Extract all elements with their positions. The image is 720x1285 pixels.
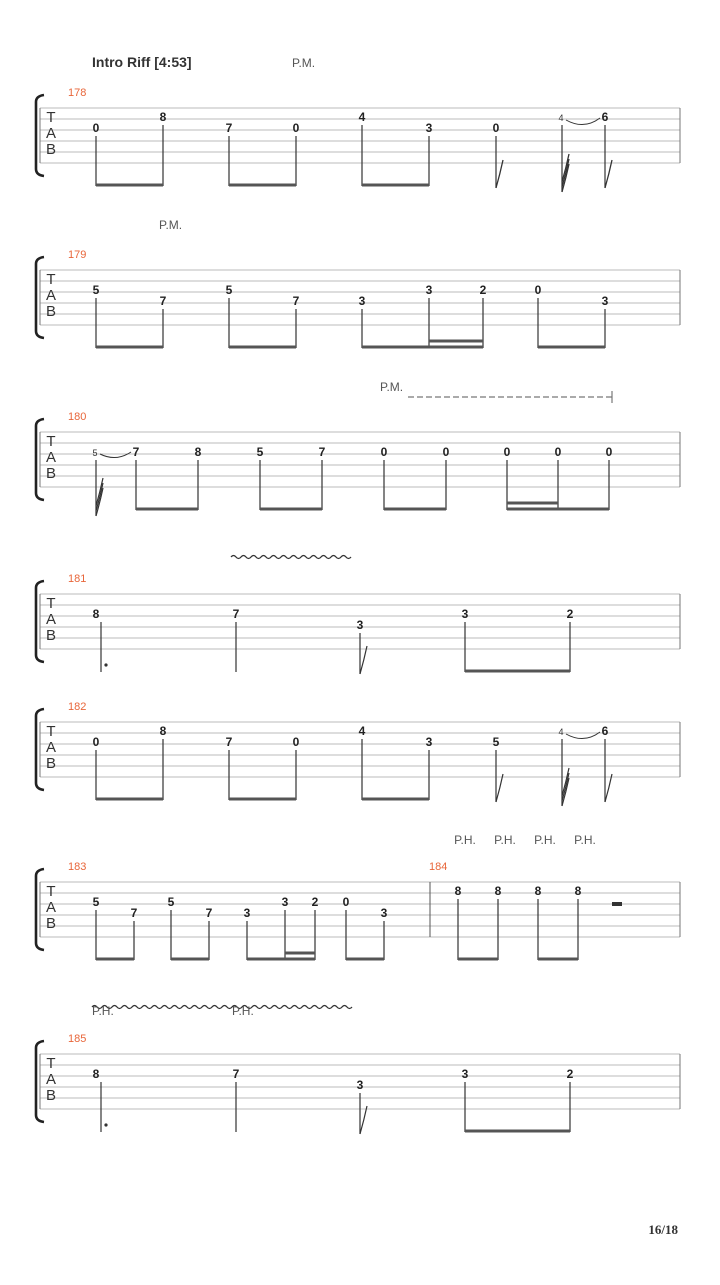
fret-number: 5 — [92, 283, 100, 297]
fret-number: 8 — [454, 884, 462, 898]
fret-number: 7 — [205, 906, 213, 920]
fret-number: 2 — [311, 895, 319, 909]
tab-system — [36, 556, 680, 675]
tab-clef-letter: A — [45, 1071, 57, 1088]
tab-clef-letter: A — [45, 899, 57, 916]
tab-clef-letter: B — [45, 465, 57, 482]
pinch-harmonic-annotation: P.H. — [574, 833, 596, 847]
fret-number: 0 — [534, 283, 542, 297]
tab-clef-letter: T — [46, 271, 56, 288]
pinch-harmonic-annotation: P.H. — [494, 833, 516, 847]
fret-number: 3 — [356, 1078, 364, 1092]
fret-number: 3 — [356, 618, 364, 632]
fret-number: 0 — [92, 735, 100, 749]
fret-number: 7 — [159, 294, 167, 308]
tab-clef-letter: A — [45, 449, 57, 466]
tab-clef-letter: B — [45, 1087, 57, 1104]
fret-number: 7 — [225, 121, 233, 135]
fret-number: 7 — [318, 445, 326, 459]
pinch-harmonic-annotation: P.H. — [454, 833, 476, 847]
tab-clef-letter: T — [46, 433, 56, 450]
fret-number: 3 — [425, 283, 433, 297]
flags — [496, 154, 612, 192]
fret-number: 3 — [601, 294, 609, 308]
fret-number: 0 — [605, 445, 613, 459]
fret-number: 8 — [574, 884, 582, 898]
fret-number: 8 — [92, 607, 100, 621]
fret-number: 5 — [167, 895, 175, 909]
fret-number: 6 — [601, 724, 609, 738]
tab-clef-letter: B — [45, 627, 57, 644]
measure-number: 182 — [68, 701, 87, 713]
measure-number: 183 — [68, 861, 87, 873]
fret-number: 7 — [132, 445, 140, 459]
pinch-harmonic-annotation: P.H. — [92, 1004, 114, 1018]
rest — [612, 902, 622, 906]
vibrato-line — [92, 1006, 352, 1009]
tab-clef-letter: B — [45, 755, 57, 772]
fret-number: 0 — [342, 895, 350, 909]
tab-clef-letter: T — [46, 1055, 56, 1072]
fret-number: 4 — [358, 110, 366, 124]
tab-clef-letter: A — [45, 611, 57, 628]
tab-system — [36, 218, 680, 348]
stems — [96, 739, 612, 806]
fret-number: 5 — [492, 735, 500, 749]
fret-number: 0 — [292, 735, 300, 749]
tab-clef-letter: B — [45, 303, 57, 320]
tab-system — [36, 56, 680, 192]
grace-fret-number: 5 — [92, 448, 98, 458]
tab-clef-letter: A — [45, 739, 57, 756]
pinch-harmonic-annotation: P.H. — [534, 833, 556, 847]
slide-slur — [100, 452, 131, 458]
fret-number: 8 — [159, 110, 167, 124]
fret-number: 5 — [225, 283, 233, 297]
dotted-note-dot — [104, 663, 107, 666]
measure-number: 185 — [68, 1033, 87, 1045]
tab-clef-letter: A — [45, 287, 57, 304]
tab-system — [36, 1004, 680, 1134]
fret-number: 3 — [461, 607, 469, 621]
fret-number: 8 — [494, 884, 502, 898]
staff-lines — [36, 419, 680, 500]
fret-number: 8 — [534, 884, 542, 898]
measure-number: 181 — [68, 573, 87, 585]
fret-number: 0 — [292, 121, 300, 135]
fret-number: 7 — [232, 1067, 240, 1081]
fret-number: 5 — [256, 445, 264, 459]
fret-number: 7 — [130, 906, 138, 920]
fret-number: 0 — [492, 121, 500, 135]
palm-mute-annotation: P.M. — [159, 218, 183, 232]
beams — [96, 341, 605, 347]
stems — [101, 622, 570, 674]
dotted-note-dot — [104, 1123, 107, 1126]
tab-system — [36, 380, 680, 516]
fret-number: 2 — [566, 607, 574, 621]
fret-number: 3 — [281, 895, 289, 909]
fret-number: 0 — [442, 445, 450, 459]
stems — [96, 298, 605, 348]
tab-clef-letter: T — [46, 109, 56, 126]
fret-number: 6 — [601, 110, 609, 124]
fret-number: 0 — [380, 445, 388, 459]
beams — [96, 953, 578, 959]
beams — [136, 503, 609, 509]
vibrato-line — [231, 556, 351, 559]
fret-number: 4 — [358, 724, 366, 738]
tab-clef-letter: B — [45, 915, 57, 932]
fret-number: 8 — [159, 724, 167, 738]
measure-number: 180 — [68, 411, 87, 423]
tab-clef-letter: B — [45, 141, 57, 158]
fret-number: 3 — [380, 906, 388, 920]
palm-mute-annotation: P.M. — [292, 56, 316, 70]
fret-number: 0 — [92, 121, 100, 135]
tab-clef-letter: T — [46, 595, 56, 612]
fret-number: 5 — [92, 895, 100, 909]
fret-number: 3 — [358, 294, 366, 308]
fret-number: 0 — [554, 445, 562, 459]
stems — [96, 125, 605, 192]
pinch-harmonic-annotation: P.H. — [232, 1004, 254, 1018]
measure-number: 178 — [68, 87, 87, 99]
fret-number: 3 — [425, 735, 433, 749]
fret-number: 3 — [461, 1067, 469, 1081]
fret-number: 2 — [479, 283, 487, 297]
tab-clef-letter: A — [45, 125, 57, 142]
grace-fret-number: 4 — [558, 113, 564, 123]
grace-fret-number: 4 — [558, 727, 564, 737]
tab-clef-letter: T — [46, 883, 56, 900]
tab-clef-letter: T — [46, 723, 56, 740]
staff-lines — [36, 95, 680, 176]
fret-number: 2 — [566, 1067, 574, 1081]
palm-mute-annotation: P.M. — [380, 380, 404, 394]
measure-number: 179 — [68, 249, 87, 261]
fret-number: 0 — [503, 445, 511, 459]
fret-number: 7 — [292, 294, 300, 308]
fret-number: 8 — [194, 445, 202, 459]
section-title: Intro Riff [4:53] — [92, 54, 192, 70]
staff-lines — [36, 709, 680, 790]
fret-number: 7 — [225, 735, 233, 749]
page-number: 16/18 — [648, 1222, 678, 1237]
stems — [101, 1082, 570, 1134]
tab-system — [36, 833, 680, 960]
fret-number: 7 — [232, 607, 240, 621]
fret-number: 3 — [243, 906, 251, 920]
fret-number: 8 — [92, 1067, 100, 1081]
tab-system — [36, 701, 680, 806]
measure-number: 184 — [429, 861, 448, 873]
fret-number: 3 — [425, 121, 433, 135]
